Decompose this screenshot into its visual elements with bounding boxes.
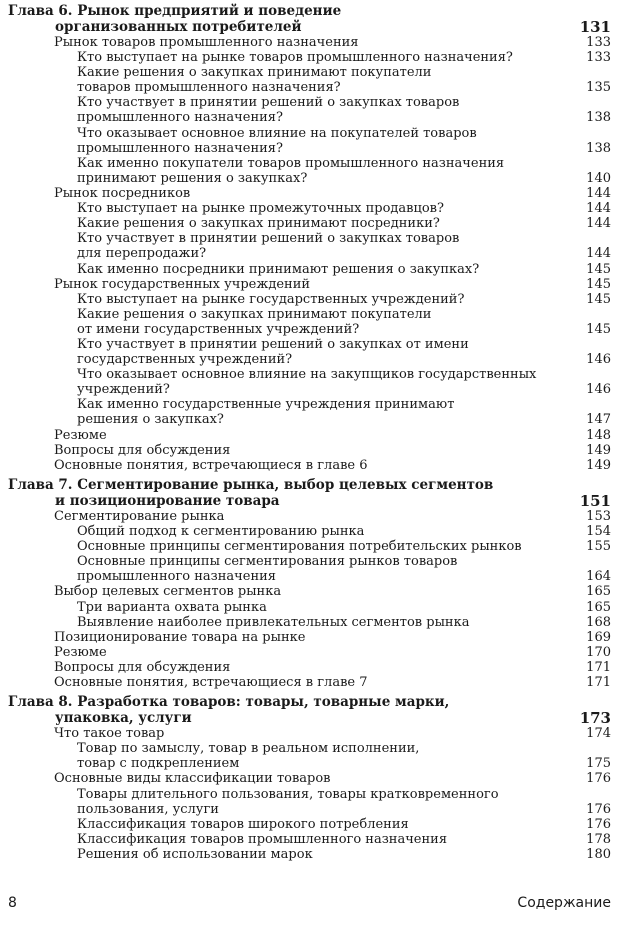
toc-entry-title (54, 726, 164, 741)
toc-page-number: 165 (586, 599, 611, 615)
toc-title-line: Какие решения о закупках принимают покупатели (77, 65, 432, 81)
toc-entry-title (8, 3, 341, 35)
toc-title-line: Глава 6. Рынок предприятий и поведение (8, 3, 342, 19)
toc-title-line: и позиционирование товара (55, 492, 280, 509)
toc-subsection (0, 65, 620, 95)
page-number: 8 (8, 895, 17, 911)
toc-entry-title (77, 787, 499, 817)
toc-page-number: 145 (586, 291, 611, 307)
toc-title-line: Резюме (54, 427, 107, 443)
toc-entry-title (54, 186, 190, 201)
toc-entry-title (54, 660, 230, 675)
toc-page-number: 145 (586, 321, 611, 337)
toc-page-number: 171 (586, 659, 611, 675)
toc-title-line: Позиционирование товара на рынке (54, 629, 306, 645)
toc-title-line: Кто выступает на рынке государственных учреждений? (77, 291, 465, 307)
toc-entry-title (54, 443, 230, 458)
toc-title-line: Кто участвует в принятии решений о закупках товаров (77, 231, 460, 247)
toc-page-number: 171 (586, 675, 611, 690)
toc-entry-title (54, 630, 305, 645)
toc-subsection (0, 337, 620, 367)
toc-chapter (0, 694, 620, 726)
toc-title-line: Кто выступает на рынке промежуточных продавцов? (77, 201, 444, 217)
toc-subsection (0, 50, 620, 65)
toc-title-line: Общий подход к сегментированию рынка (77, 524, 365, 539)
toc-title-line: учреждений? (77, 382, 170, 398)
toc-title-line: Глава 8. Разработка товаров: товары, товарные марки, (8, 694, 450, 711)
toc-page-number: 153 (586, 508, 611, 524)
toc-page-number: 145 (586, 261, 611, 277)
toc-title-line: промышленного назначения? (77, 110, 283, 126)
toc-page-number: 149 (586, 442, 611, 458)
toc-title-line: Сегментирование рынка (54, 508, 225, 524)
toc-page-number: 170 (586, 644, 611, 660)
toc-page-number: 145 (586, 276, 611, 292)
toc-entry-title (77, 817, 409, 832)
toc-entry-title (8, 477, 493, 509)
toc-entry-title (77, 262, 479, 277)
toc-section (0, 35, 620, 50)
toc-entry-title (77, 95, 459, 125)
toc-entry-title (77, 231, 459, 261)
toc-title-line: Рынок посредников (54, 186, 191, 201)
toc-title-line: Рынок товаров промышленного назначения (54, 35, 359, 50)
toc-page-number: 138 (586, 110, 611, 126)
toc-section (0, 660, 620, 675)
toc-page-number: 176 (586, 816, 611, 832)
toc-subsection (0, 817, 620, 832)
toc-title-line: упаковка, услуги (55, 710, 192, 727)
toc-page-number: 138 (586, 140, 611, 156)
toc-page-number: 140 (586, 170, 611, 186)
toc-title-line: от имени государственных учреждений? (77, 321, 360, 337)
toc-entry-title (77, 847, 313, 862)
toc-title-line: Основные виды классификации товаров (54, 771, 331, 787)
toc-title-line: Что оказывает основное влияние на покупателей товаров (77, 125, 477, 141)
toc-title-line: Какие решения о закупках принимают покупатели (77, 306, 432, 322)
toc-section (0, 428, 620, 443)
toc-entry-title (54, 509, 224, 524)
toc-title-line: Рынок государственных учреждений (54, 276, 311, 292)
toc-page-number: 135 (586, 80, 611, 96)
toc-subsection (0, 307, 620, 337)
toc-entry-title (77, 201, 444, 216)
toc-title-line: Классификация товаров широкого потребления (77, 816, 409, 832)
toc-entry-title (77, 600, 267, 615)
toc-entry-title (77, 367, 536, 397)
toc-page-number: 133 (586, 35, 611, 50)
toc-section (0, 645, 620, 660)
toc-entry-title (77, 126, 477, 156)
toc-page-number: 144 (586, 216, 611, 232)
toc-subsection (0, 367, 620, 397)
toc-title-line: Вопросы для обсуждения (54, 442, 231, 458)
toc-subsection (0, 832, 620, 847)
toc-title-line: Основные понятия, встречающиеся в главе 7 (54, 675, 368, 690)
toc-title-line: Товары длительного пользования, товары кратковременного (77, 786, 499, 802)
toc-page-number: 180 (586, 846, 611, 862)
toc-subsection (0, 397, 620, 427)
toc-title-line: Вопросы для обсуждения (54, 659, 231, 675)
toc-title-line: Классификация товаров промышленного назначения (77, 831, 448, 847)
toc-page-number: 151 (579, 491, 611, 510)
toc-title-line: промышленного назначения (77, 569, 276, 585)
toc-page-number: 155 (586, 539, 611, 555)
toc-page-number: 169 (586, 629, 611, 645)
toc-subsection (0, 95, 620, 125)
toc-page-number: 149 (586, 457, 611, 473)
toc-entry-title (77, 539, 522, 554)
toc-entry-title (77, 524, 364, 539)
toc-subsection (0, 787, 620, 817)
toc-page-number: 178 (586, 831, 611, 847)
toc-entry-title (54, 35, 359, 50)
toc-title-line: Основные понятия, встречающиеся в главе 6 (54, 457, 368, 473)
toc-chapter (0, 3, 620, 35)
toc-page-number: 133 (586, 50, 611, 66)
toc-title-line: принимают решения о закупках? (77, 170, 308, 186)
toc-title-line: Какие решения о закупках принимают посредники? (77, 216, 440, 232)
toc-page-number: 173 (579, 709, 611, 728)
toc-title-line: товаров промышленного назначения? (77, 80, 341, 96)
toc-title-line: Решения об использовании марок (77, 846, 313, 862)
toc-entry-title (77, 156, 504, 186)
toc-section (0, 771, 620, 786)
toc-title-line: Товар по замыслу, товар в реальном исполнении, (77, 741, 420, 757)
toc-subsection (0, 231, 620, 261)
toc-entry-title (8, 694, 449, 726)
toc-subsection (0, 262, 620, 277)
toc-section (0, 186, 620, 201)
toc-entry-title (77, 337, 469, 367)
toc-entry-title (77, 216, 440, 231)
toc-title-line: Глава 7. Сегментирование рынка, выбор целевых сегментов (8, 476, 494, 493)
toc-page-number: 175 (586, 756, 611, 772)
toc-entry-title (77, 65, 431, 95)
toc-entry-title (54, 645, 107, 660)
toc-subsection (0, 156, 620, 186)
toc-subsection (0, 126, 620, 156)
toc-subsection (0, 741, 620, 771)
toc-page-number: 144 (586, 201, 611, 217)
toc-title-line: Основные принципы сегментирования потребительских рынков (77, 539, 522, 555)
toc-subsection (0, 201, 620, 216)
toc-title-line: Основные принципы сегментирования рынков товаров (77, 554, 458, 570)
toc-title-line: Как именно посредники принимают решения о закупках? (77, 261, 480, 277)
toc-title-line: для перепродажи? (77, 246, 207, 262)
toc-title-line: решения о закупках? (77, 412, 224, 428)
toc-entry-title (77, 615, 469, 630)
toc-title-line: Резюме (54, 644, 107, 660)
toc-page-number: 144 (586, 246, 611, 262)
toc-entry-title (77, 832, 447, 847)
toc-page-number: 146 (586, 352, 611, 368)
toc-section (0, 675, 620, 690)
running-section-title: Содержание (517, 895, 611, 911)
toc-subsection (0, 216, 620, 231)
toc-page-number: 148 (586, 427, 611, 443)
toc-entry-title (54, 277, 310, 292)
toc-title-line: Кто участвует в принятии решений о закупках от имени (77, 337, 469, 352)
toc-page-number: 174 (586, 726, 611, 742)
toc-entry-title (54, 458, 367, 473)
toc-title-line: Как именно покупатели товаров промышленного назначения (77, 155, 505, 171)
toc-entry-title (77, 50, 513, 65)
toc-entry-title (77, 554, 457, 584)
toc-title-line: Что такое товар (54, 726, 165, 742)
toc-entry-title (54, 584, 281, 599)
toc-section (0, 443, 620, 458)
toc-title-line: Выбор целевых сегментов рынка (54, 584, 282, 600)
toc-page-number: 144 (586, 186, 611, 201)
toc-title-line: Три варианта охвата рынка (77, 599, 267, 615)
toc-title-line: Как именно государственные учреждения принимают (77, 397, 455, 413)
toc-section (0, 584, 620, 599)
toc-page-number: 176 (586, 801, 611, 817)
toc-subsection (0, 524, 620, 539)
toc-entry-title (77, 307, 431, 337)
toc-title-line: пользования, услуги (77, 801, 219, 817)
toc-page-number: 164 (586, 569, 611, 585)
toc-entry-title (54, 428, 107, 443)
toc-subsection (0, 539, 620, 554)
toc-entry-title (77, 397, 454, 427)
toc-title-line: промышленного назначения? (77, 140, 283, 156)
toc-subsection (0, 600, 620, 615)
toc-subsection (0, 292, 620, 307)
toc-section (0, 726, 620, 741)
toc-title-line: Кто участвует в принятии решений о закупках товаров (77, 95, 460, 111)
toc-title-line: товар с подкреплением (77, 756, 240, 772)
toc-title-line: Кто выступает на рынке товаров промышленного назначения? (77, 50, 513, 66)
toc-page-number: 154 (586, 524, 611, 539)
toc-entry-title (77, 741, 419, 771)
toc-page-number: 146 (586, 382, 611, 398)
toc-title-line: организованных потребителей (55, 19, 302, 35)
toc-page-number: 168 (586, 614, 611, 630)
toc-subsection (0, 554, 620, 584)
toc-section (0, 630, 620, 645)
toc-page-number: 165 (586, 584, 611, 600)
page-footer (0, 895, 620, 915)
toc-title-line: Что оказывает основное влияние на закупщиков государственных (77, 367, 537, 383)
toc-section (0, 458, 620, 473)
toc-chapter (0, 477, 620, 509)
toc-section (0, 509, 620, 524)
toc-page-number: 147 (586, 412, 611, 428)
toc-subsection (0, 615, 620, 630)
toc-page-number: 176 (586, 771, 611, 787)
toc-title-line: государственных учреждений? (77, 352, 293, 368)
toc-entry-title (54, 771, 331, 786)
toc-title-line: Выявление наиболее привлекательных сегментов рынка (77, 614, 470, 630)
toc-subsection (0, 847, 620, 862)
toc-page-number: 131 (579, 18, 611, 36)
toc-section (0, 277, 620, 292)
toc-entry-title (54, 675, 367, 690)
toc-entry-title (77, 292, 464, 307)
